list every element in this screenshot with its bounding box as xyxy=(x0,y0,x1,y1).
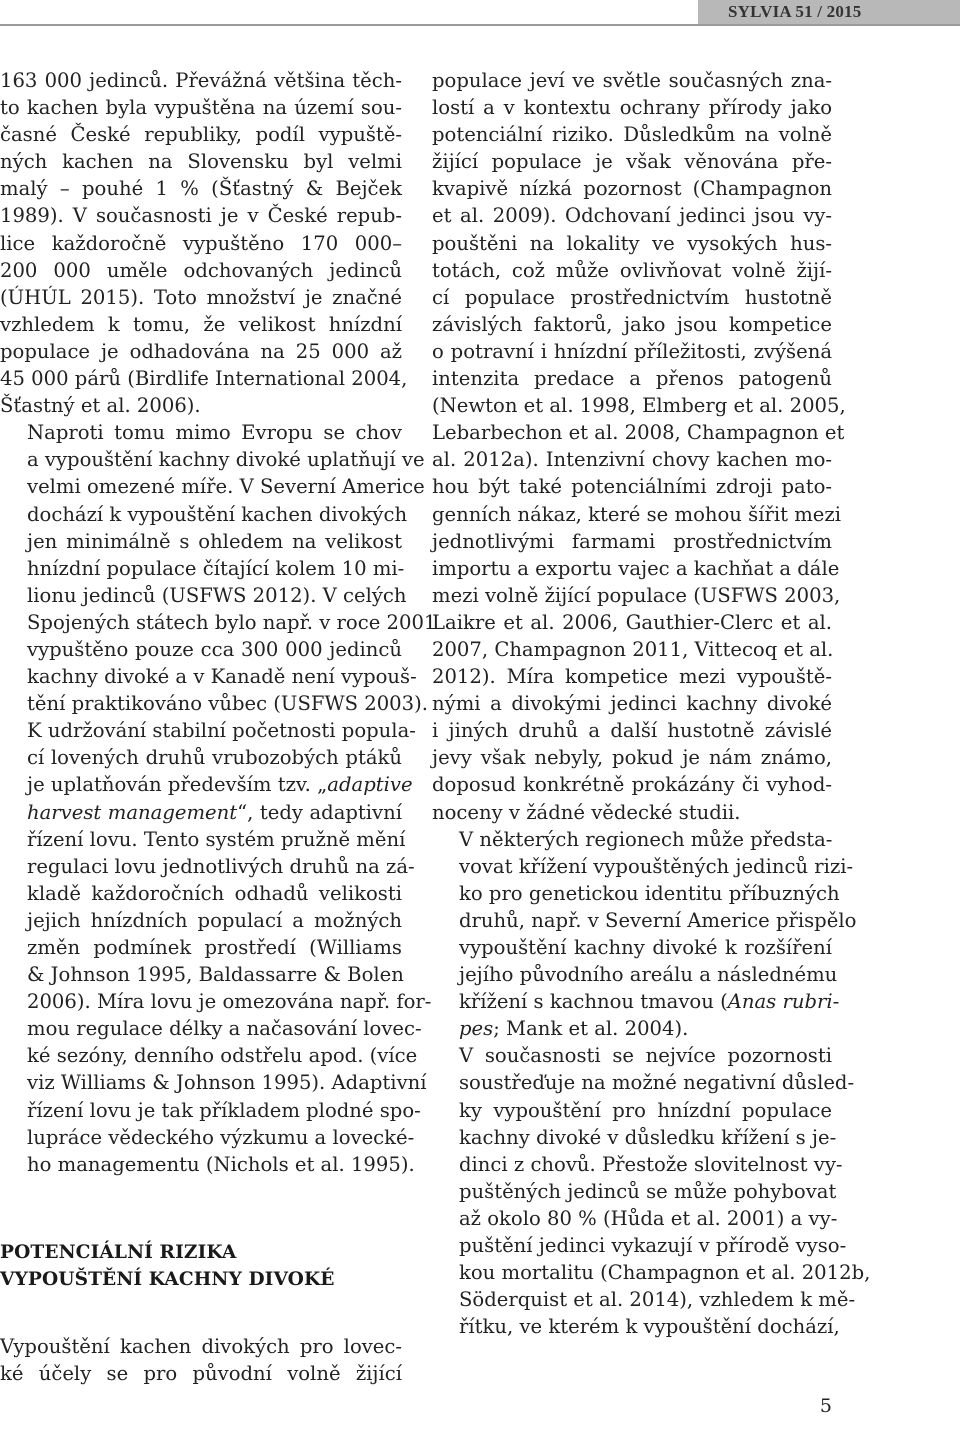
text-line: malý – pouhé 1 % (Šťastný & Bejček xyxy=(0,177,402,201)
text-line: kachny divoké a v Kanadě není vypouš- xyxy=(27,665,417,689)
text-line: a vypouštění kachny divoké uplatňují ve xyxy=(27,448,425,472)
text-line: lostí a v kontextu ochrany přírody jako xyxy=(432,96,832,120)
text-line: ké sezóny, denního odstřelu apod. (více xyxy=(27,1044,418,1068)
text-line: kladě každoročních odhadů velikosti xyxy=(27,881,402,905)
text-line: jevy však nebyly, pokud je nám známo, xyxy=(432,746,832,770)
text-line: Lebarbechon et al. 2008, Champagnon et xyxy=(432,421,845,445)
text-line: Spojených státech bylo např. v roce 2001 xyxy=(27,610,437,634)
right-column xyxy=(432,67,871,1340)
text-line: populace jeví ve světle současných zna- xyxy=(432,69,832,92)
text-line: řízení lovu je tak příkladem plodné spo- xyxy=(27,1098,421,1122)
text-line: řízení lovu. Tento systém pružně mění xyxy=(27,827,406,851)
text-line: ké účely se pro původní volně žijící xyxy=(0,1361,402,1385)
text-line: dochází k vypouštění kachen divokých xyxy=(27,502,408,526)
right-paragraph-3 xyxy=(432,1042,871,1340)
text-line: změn podmínek prostředí (Williams xyxy=(27,936,402,959)
text-line: velmi omezené míře. V Severní Americe xyxy=(27,475,425,499)
text-line: i jiných druhů a další hustotně závislé xyxy=(432,719,832,743)
text-line: ky vypouštění pro hnízdní populace xyxy=(459,1098,832,1122)
text-line: (ÚHÚL 2015). Toto množství je značné xyxy=(0,285,402,309)
text-line: ko pro genetickou identitu příbuzných xyxy=(459,881,840,905)
text-line: vzhledem k tomu, že velikost hnízdní xyxy=(0,312,402,336)
right-paragraph-1 xyxy=(432,67,846,826)
text-line: závislých faktorů, jako jsou kompetice xyxy=(432,312,832,336)
text-line: 200 000 uměle odchovaných jedinců xyxy=(0,258,402,282)
text-line: doposud konkrétně prokázány či vyhod- xyxy=(432,773,832,797)
text-line: lionu jedinců (USFWS 2012). V celých xyxy=(27,583,407,607)
left-paragraph-3 xyxy=(0,1333,402,1387)
text-line: hnízdní populace čítající kolem 10 mi- xyxy=(27,556,405,580)
text-line: kvapivě nízká pozornost (Champagnon xyxy=(432,177,832,201)
text-line: pes; Mank et al. 2004). xyxy=(459,1017,689,1041)
text-line: populace je odhadována na 25 000 až xyxy=(0,339,402,363)
text-line: 45 000 párů (Birdlife International 2004, xyxy=(0,367,408,391)
text-line: 2012). Míra kompetice mezi vypouště- xyxy=(432,665,832,689)
left-paragraph-2 xyxy=(0,419,437,1178)
text-line: 1989). V současnosti je v České repub- xyxy=(0,204,402,228)
text-line: kachny divoké v důsledku křížení s je- xyxy=(459,1125,837,1149)
text-line: potenciální riziko. Důsledkům na volně xyxy=(432,123,832,147)
section-heading-line-1: POTENCIÁLNÍ RIZIKA xyxy=(0,1242,237,1263)
text-line: soustřeďuje na možné negativní důsled- xyxy=(459,1071,855,1095)
right-paragraph-2 xyxy=(432,826,857,1043)
text-line: importu a exportu vajec a kachňat a dále xyxy=(432,556,840,580)
text-line: al. 2012a). Intenzivní chovy kachen mo- xyxy=(432,448,832,472)
text-line: 163 000 jedinců. Převážná většina těch- xyxy=(0,69,402,92)
text-line: křížení s kachnou tmavou (Anas rubri- xyxy=(459,990,840,1014)
left-paragraph-3-block xyxy=(0,1313,402,1406)
text-line: ho managementu (Nichols et al. 1995). xyxy=(27,1152,415,1176)
page-number: 5 xyxy=(819,1395,832,1417)
text-line: žijící populace je však věnována pře- xyxy=(432,150,832,174)
text-line: totách, což může ovlivňovat volně žijí- xyxy=(432,258,832,282)
text-line: mou regulace délky a načasování lovec- xyxy=(27,1017,422,1041)
text-line: lupráce vědeckého výzkumu a lovecké- xyxy=(27,1125,415,1149)
text-line: řítku, ve kterém k vypouštění dochází, xyxy=(459,1315,840,1339)
text-line: cí lovených druhů vrubozobých ptáků xyxy=(27,746,402,770)
text-line: noceny v žádné vědecké studii. xyxy=(432,800,741,824)
text-line: cí populace prostřednictvím hustotně xyxy=(432,285,832,309)
text-line: puštění jedinci vykazují v přírodě vyso- xyxy=(459,1234,847,1258)
text-line: je uplatňován především tzv. „adaptive xyxy=(27,773,413,797)
text-line: jednotlivými farmami prostřednictvím xyxy=(432,529,832,553)
text-line: o potravní i hnízdní příležitosti, zvýšená xyxy=(432,339,832,363)
section-heading xyxy=(0,1239,420,1293)
text-line: Šťastný et al. 2006). xyxy=(0,394,201,418)
text-line: genních nákaz, které se mohou šířit mezi xyxy=(432,502,841,526)
section-heading-line-2: VYPOUŠTĚNÍ KACHNY DIVOKÉ xyxy=(0,1269,335,1290)
left-column xyxy=(0,67,437,1178)
text-line: jejich hnízdních populací a možných xyxy=(27,908,402,932)
text-line: dinci z chovů. Přestože slovitelnost vy- xyxy=(459,1152,843,1176)
text-line: hou být také potenciálními zdroji pato- xyxy=(432,475,832,499)
text-line: časné České republiky, podíl vypuště- xyxy=(0,123,402,147)
text-line: et al. 2009). Odchovaní jedinci jsou vy- xyxy=(432,204,832,228)
text-line: Naproti tomu mimo Evropu se chov xyxy=(27,421,402,445)
text-line: vovat křížení vypouštěných jedinců rizi- xyxy=(459,854,854,878)
text-line: vypuštěno pouze cca 300 000 jedinců xyxy=(27,637,402,661)
left-paragraph-1 xyxy=(0,67,408,419)
text-line: regulaci lovu jednotlivých druhů na zá- xyxy=(27,854,415,878)
text-line: Söderquist et al. 2014), vzhledem k mě- xyxy=(459,1288,856,1312)
text-line: druhů, např. v Severní Americe přispělo xyxy=(459,908,857,932)
text-line: vypouštění kachny divoké k rozšíření xyxy=(459,936,832,959)
text-line: kou mortalitu (Champagnon et al. 2012b, xyxy=(459,1261,871,1285)
text-line: tění praktikováno vůbec (USFWS 2003). xyxy=(27,692,428,716)
header-rule xyxy=(0,24,960,26)
journal-issue-label: SYLVIA 51 / 2015 xyxy=(698,0,960,24)
text-line: (Newton et al. 1998, Elmberg et al. 2005, xyxy=(432,394,846,418)
text-line: ných kachen na Slovensku byl velmi xyxy=(0,150,402,174)
text-line: K udržování stabilní početnosti popula- xyxy=(27,719,416,743)
text-line: pouštěni na lokality ve vysokých hus- xyxy=(432,231,832,255)
text-line: mezi volně žijící populace (USFWS 2003, xyxy=(432,583,841,607)
text-line: až okolo 80 % (Hůda et al. 2001) a vy- xyxy=(459,1206,838,1230)
text-line: nými a divokými jedinci kachny divoké xyxy=(432,692,832,716)
text-line: jejího původního areálu a následnému xyxy=(459,963,838,987)
text-line: viz Williams & Johnson 1995). Adaptivní xyxy=(27,1071,427,1095)
text-line: V současnosti se nejvíce pozornosti xyxy=(459,1044,832,1068)
text-line: V některých regionech může předsta- xyxy=(459,827,833,851)
text-line: & Johnson 1995, Baldassarre & Bolen xyxy=(27,963,404,987)
text-line: Laikre et al. 2006, Gauthier-Clerc et al. xyxy=(432,610,832,634)
running-header xyxy=(0,0,960,26)
text-line: puštěných jedinců se může pohybovat xyxy=(459,1179,837,1203)
text-line: 2007, Champagnon 2011, Vittecoq et al. xyxy=(432,637,834,661)
text-line: harvest management“, tedy adaptivní xyxy=(27,800,403,824)
text-line: to kachen byla vypuštěna na území sou- xyxy=(0,96,402,120)
text-line: intenzita predace a přenos patogenů xyxy=(432,367,832,391)
text-line: lice každoročně vypuštěno 170 000– xyxy=(0,231,402,255)
text-line: jen minimálně s ohledem na velikost xyxy=(27,529,402,553)
text-line: Vypouštění kachen divokých pro lovec- xyxy=(0,1334,402,1358)
text-line: 2006). Míra lovu je omezována např. for- xyxy=(27,990,432,1014)
